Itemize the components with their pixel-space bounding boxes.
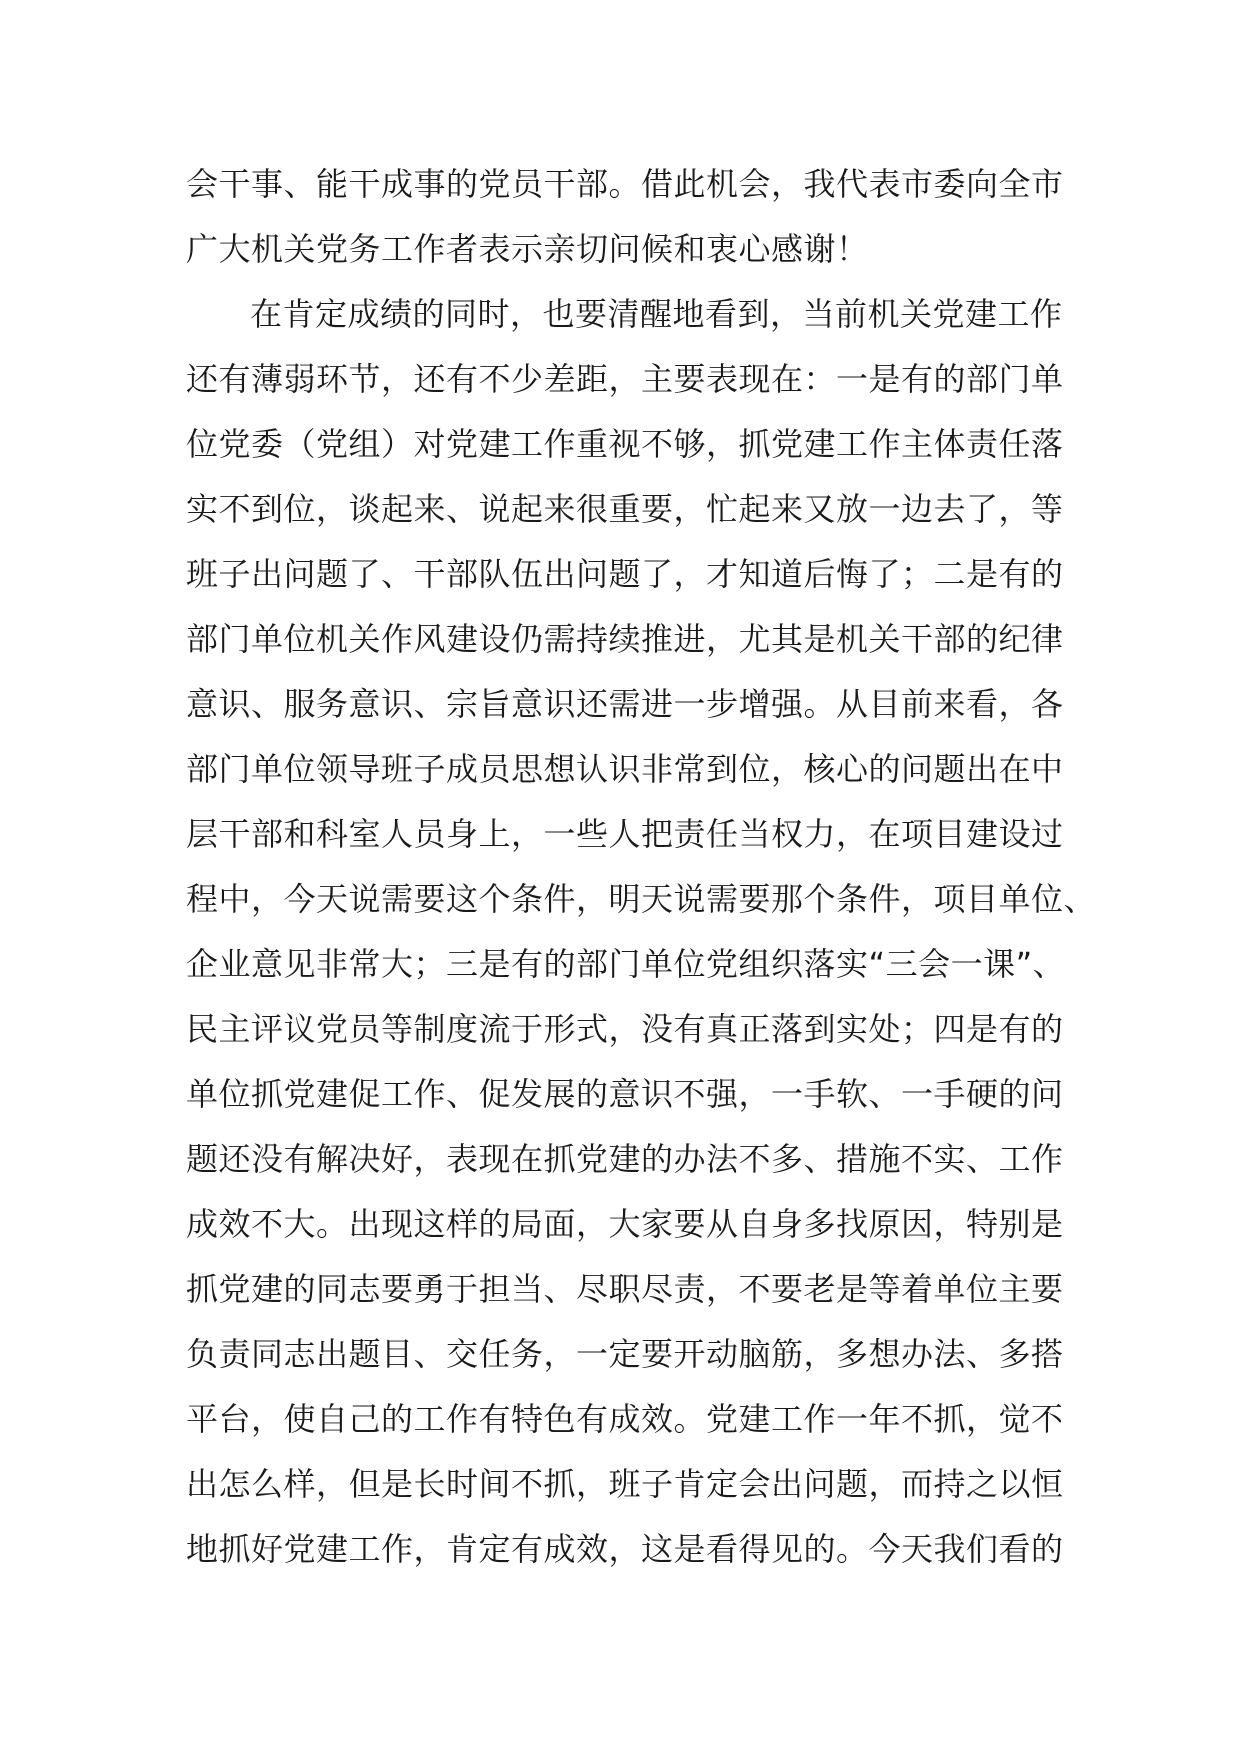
text-line: 民主评议党员等制度流于形式，没有真正落到实处；四是有的 [186,1010,1064,1048]
text-line: 位党委（党组）对党建工作重视不够，抓党建工作主体责任落 [186,425,1064,463]
text-line: 部门单位机关作风建设仍需持续推进，尤其是机关干部的纪律 [186,620,1064,658]
text-line: 部门单位领导班子成员思想认识非常到位，核心的问题出在中 [186,750,1064,788]
text-line: 企业意见非常大；三是有的部门单位党组织落实“三会一课”、 [186,945,1066,983]
text-line: 平台，使自己的工作有特色有成效。党建工作一年不抓，觉不 [186,1400,1064,1438]
document-body [186,165,1097,1598]
text-line: 广大机关党务工作者表示亲切问候和衷心感谢！ [186,230,869,268]
text-line: 地抓好党建工作，肯定有成效，这是看得见的。今天我们看的 [186,1530,1064,1568]
text-line: 负责同志出题目、交任务，一定要开动脑筋，多想办法、多搭 [186,1335,1064,1373]
text-line: 题还没有解决好，表现在抓党建的办法不多、措施不实、工作 [186,1140,1064,1178]
text-line: 层干部和科室人员身上，一些人把责任当权力，在项目建设过 [186,815,1064,853]
text-line: 会干事、能干成事的党员干部。借此机会，我代表市委向全市 [186,165,1064,203]
text-line: 实不到位，谈起来、说起来很重要，忙起来又放一边去了，等 [186,490,1064,528]
text-line: 还有薄弱环节，还有不少差距，主要表现在：一是有的部门单 [186,360,1064,398]
text-line: 程中，今天说需要这个条件，明天说需要那个条件，项目单位、 [186,880,1097,918]
paragraph-first-line: 在肯定成绩的同时，也要清醒地看到，当前机关党建工作 [250,295,1063,333]
text-line: 成效不大。出现这样的局面，大家要从自身多找原因，特别是 [186,1205,1064,1243]
text-line: 抓党建的同志要勇于担当、尽职尽责，不要老是等着单位主要 [186,1270,1064,1308]
text-line: 单位抓党建促工作、促发展的意识不强，一手软、一手硬的问 [186,1075,1064,1113]
text-line: 班子出问题了、干部队伍出问题了，才知道后悔了；二是有的 [186,555,1064,593]
text-line: 出怎么样，但是长时间不抓，班子肯定会出问题，而持之以恒 [186,1465,1064,1503]
text-line: 意识、服务意识、宗旨意识还需进一步增强。从目前来看，各 [186,685,1064,723]
